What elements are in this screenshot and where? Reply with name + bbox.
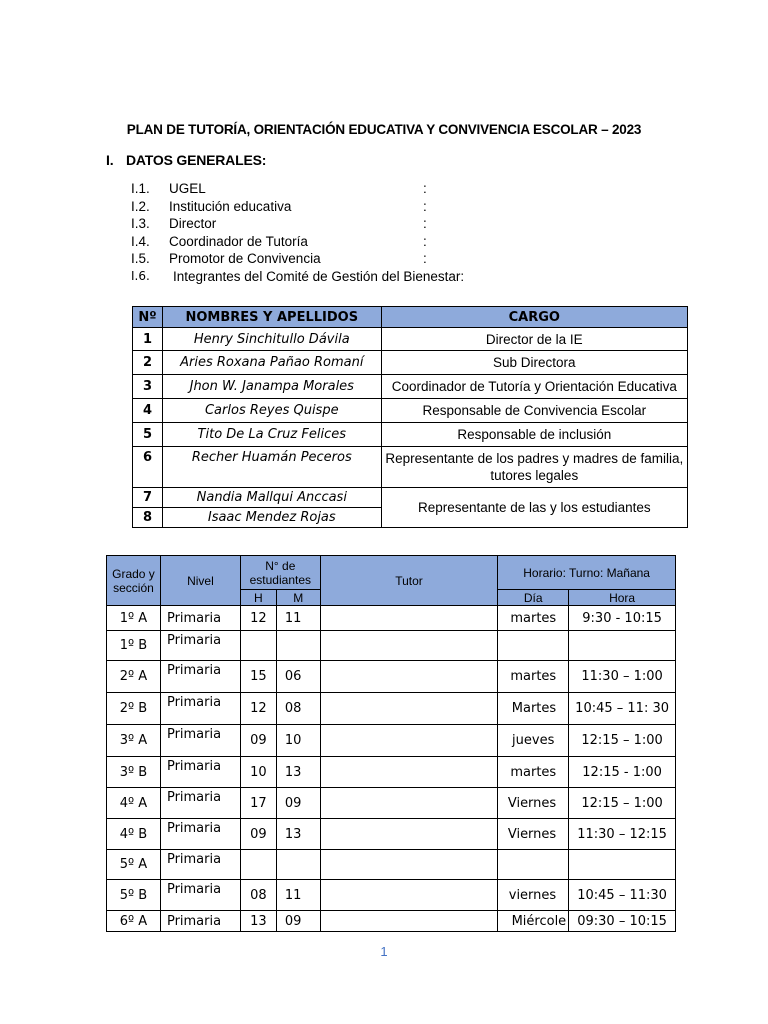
m-cell: 11 <box>276 880 320 911</box>
header-tutor: Tutor <box>320 556 497 606</box>
member-cargo: Sub Directora <box>381 351 687 375</box>
header-hora: Hora <box>569 590 676 606</box>
table-row <box>107 757 676 788</box>
hora-cell: 12:15 – 1:00 <box>569 725 676 757</box>
member-cargo: Coordinador de Tutoría y Orientación Educativa <box>381 375 687 399</box>
item-label: Integrantes del Comité de Gestión del Bienestar: <box>173 269 465 284</box>
tutor-cell <box>320 850 497 880</box>
nivel-cell: Primaria <box>160 725 240 757</box>
item-colon: : <box>423 251 427 266</box>
hora-cell: 12:15 - 1:00 <box>569 757 676 788</box>
grado-cell: 4º B <box>107 819 161 850</box>
member-number: 2 <box>133 351 163 375</box>
horario-table <box>106 555 676 932</box>
nivel-cell: Primaria <box>160 880 240 911</box>
grado-cell: 3º A <box>107 725 161 757</box>
member-name: Nandia Mallqui Anccasi <box>162 488 381 508</box>
m-cell: 13 <box>276 757 320 788</box>
dia-cell: jueves <box>498 725 569 757</box>
h-cell: 09 <box>240 819 276 850</box>
member-name: Aries Roxana Pañao Romaní <box>162 351 381 375</box>
item-number: I.4. <box>131 233 150 249</box>
item-label: Institución educativa <box>169 198 292 214</box>
tutor-cell <box>320 606 497 631</box>
m-cell <box>276 850 320 880</box>
grado-cell: 4º A <box>107 788 161 819</box>
document-title: PLAN DE TUTORÍA, ORIENTACIÓN EDUCATIVA Y CONVIVENCIA ESCOLAR – 2023 <box>126 122 642 137</box>
member-number: 4 <box>133 399 163 423</box>
table-row <box>107 606 676 631</box>
h-cell: 10 <box>240 757 276 788</box>
dia-cell: Martes <box>498 693 569 725</box>
header-dia: Día <box>498 590 569 606</box>
grado-cell: 2º B <box>107 693 161 725</box>
item-label: Promotor de Convivencia <box>169 251 321 266</box>
member-name: Recher Huamán Peceros <box>162 447 381 488</box>
general-item <box>131 268 551 286</box>
hora-cell: 9:30 - 10:15 <box>569 606 676 631</box>
grado-cell: 5º A <box>107 850 161 880</box>
member-cargo: Representante de las y los estudiantes <box>381 488 687 528</box>
hora-cell: 11:30 – 1:00 <box>569 661 676 693</box>
tutor-cell <box>320 661 497 693</box>
table-row <box>107 631 676 661</box>
nivel-cell: Primaria <box>160 661 240 693</box>
item-number: I.5. <box>131 251 150 266</box>
grado-cell: 1º B <box>107 631 161 661</box>
member-cargo: Responsable de inclusión <box>381 423 687 447</box>
grado-cell: 2º A <box>107 661 161 693</box>
h-cell: 13 <box>240 911 276 932</box>
tutor-cell <box>320 788 497 819</box>
grado-cell: 3º B <box>107 757 161 788</box>
member-name: Isaac Mendez Rojas <box>162 508 381 528</box>
tutor-cell <box>320 631 497 661</box>
nivel-cell: Primaria <box>160 606 240 631</box>
dia-cell: Miércole <box>498 911 569 932</box>
item-colon: : <box>423 181 427 196</box>
header-number: Nº <box>133 307 163 328</box>
hora-cell <box>569 850 676 880</box>
item-label: Coordinador de Tutoría <box>169 233 308 249</box>
item-colon: : <box>423 216 427 231</box>
m-cell: 08 <box>276 693 320 725</box>
member-cargo: Representante de los padres y madres de familia, tutores legales <box>381 447 687 488</box>
nivel-cell: Primaria <box>160 631 240 661</box>
item-number: I.2. <box>131 198 150 214</box>
tutor-cell <box>320 693 497 725</box>
member-name: Tito De La Cruz Felices <box>162 423 381 447</box>
dia-cell: martes <box>498 606 569 631</box>
header-m: M <box>276 590 320 606</box>
item-colon: : <box>423 233 427 249</box>
member-number: 7 <box>133 488 163 508</box>
nivel-cell: Primaria <box>160 693 240 725</box>
item-number: I.6. <box>131 269 150 283</box>
item-number: I.1. <box>131 181 150 196</box>
table-row <box>133 375 688 399</box>
horario-header-row <box>107 556 676 590</box>
hora-cell: 12:15 – 1:00 <box>569 788 676 819</box>
table-row <box>133 399 688 423</box>
h-cell: 12 <box>240 606 276 631</box>
member-number: 6 <box>133 447 163 488</box>
m-cell <box>276 631 320 661</box>
nivel-cell: Primaria <box>160 757 240 788</box>
header-grado: Grado y sección <box>107 556 161 606</box>
m-cell: 06 <box>276 661 320 693</box>
table-row <box>107 725 676 757</box>
grado-cell: 5º B <box>107 880 161 911</box>
m-cell: 11 <box>276 606 320 631</box>
member-number: 5 <box>133 423 163 447</box>
table-row <box>107 788 676 819</box>
hora-cell: 10:45 – 11: 30 <box>569 693 676 725</box>
dia-cell: viernes <box>498 880 569 911</box>
h-cell: 08 <box>240 880 276 911</box>
item-number: I.3. <box>131 216 150 231</box>
dia-cell: Viernes <box>498 819 569 850</box>
hora-cell <box>569 631 676 661</box>
member-number: 8 <box>133 508 163 528</box>
general-item <box>131 215 551 233</box>
table-row <box>107 850 676 880</box>
tutor-cell <box>320 757 497 788</box>
table-row <box>107 819 676 850</box>
table-row <box>133 488 688 508</box>
general-item <box>131 233 551 251</box>
nivel-cell: Primaria <box>160 850 240 880</box>
h-cell: 17 <box>240 788 276 819</box>
header-horario: Horario: Turno: Mañana <box>498 556 676 590</box>
section-heading <box>106 152 266 168</box>
dia-cell <box>498 631 569 661</box>
table-row <box>133 351 688 375</box>
h-cell: 09 <box>240 725 276 757</box>
m-cell: 13 <box>276 819 320 850</box>
m-cell: 09 <box>276 911 320 932</box>
table-row <box>133 423 688 447</box>
h-cell: 15 <box>240 661 276 693</box>
hora-cell: 11:30 – 12:15 <box>569 819 676 850</box>
general-item <box>131 250 551 268</box>
member-cargo: Responsable de Convivencia Escolar <box>381 399 687 423</box>
h-cell <box>240 850 276 880</box>
member-name: Jhon W. Janampa Morales <box>162 375 381 399</box>
tutor-cell <box>320 819 497 850</box>
nivel-cell: Primaria <box>160 819 240 850</box>
hora-cell: 10:45 – 11:30 <box>569 880 676 911</box>
dia-cell: martes <box>498 661 569 693</box>
table-row <box>107 911 676 932</box>
grado-cell: 1º A <box>107 606 161 631</box>
comite-header-row <box>133 307 688 328</box>
nivel-cell: Primaria <box>160 788 240 819</box>
tutor-cell <box>320 911 497 932</box>
header-cargo: CARGO <box>381 307 687 328</box>
section-label: DATOS GENERALES: <box>126 152 267 168</box>
h-cell: 12 <box>240 693 276 725</box>
grado-cell: 6º A <box>107 911 161 932</box>
table-row <box>107 880 676 911</box>
dia-cell: martes <box>498 757 569 788</box>
table-row <box>133 447 688 488</box>
table-row <box>107 693 676 725</box>
member-number: 1 <box>133 328 163 351</box>
general-item <box>131 198 551 216</box>
m-cell: 09 <box>276 788 320 819</box>
item-colon: : <box>423 198 427 214</box>
m-cell: 10 <box>276 725 320 757</box>
page-number: 1 <box>380 944 388 959</box>
member-cargo: Director de la IE <box>381 328 687 351</box>
nivel-cell: Primaria <box>160 911 240 932</box>
header-h: H <box>240 590 276 606</box>
general-item <box>131 180 551 198</box>
item-label: UGEL <box>169 181 206 196</box>
member-name: Henry Sinchitullo Dávila <box>162 328 381 351</box>
header-estudiantes: N° de estudiantes <box>240 556 320 590</box>
table-row <box>107 661 676 693</box>
member-name: Carlos Reyes Quispe <box>162 399 381 423</box>
dia-cell <box>498 850 569 880</box>
tutor-cell <box>320 725 497 757</box>
section-number: I. <box>106 152 114 168</box>
header-nivel: Nivel <box>160 556 240 606</box>
item-label: Director <box>169 216 217 231</box>
member-number: 3 <box>133 375 163 399</box>
dia-cell: Viernes <box>498 788 569 819</box>
h-cell <box>240 631 276 661</box>
hora-cell: 09:30 – 10:15 <box>569 911 676 932</box>
tutor-cell <box>320 880 497 911</box>
header-names: NOMBRES Y APELLIDOS <box>162 307 381 328</box>
comite-table <box>132 306 688 528</box>
table-row <box>133 328 688 351</box>
